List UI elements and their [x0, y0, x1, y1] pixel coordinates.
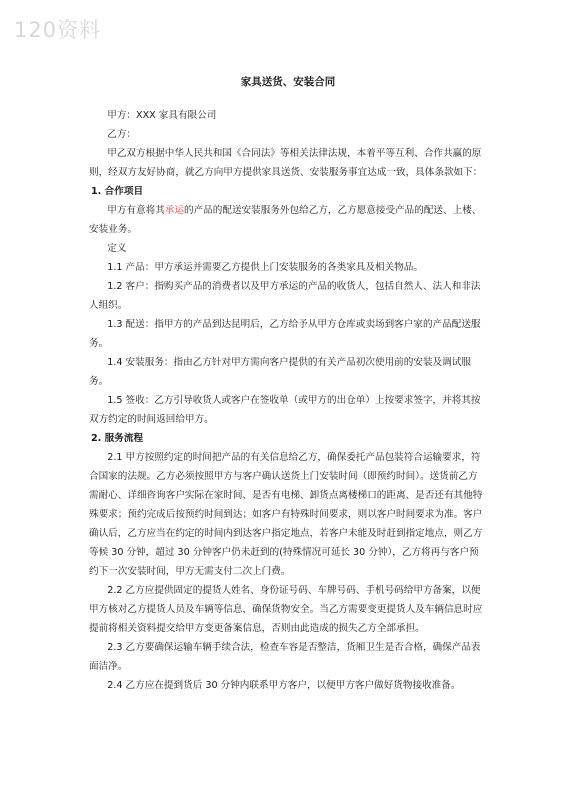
section-1-heading: 1. 合作项目	[91, 186, 144, 197]
section-1-text-post: 的产品的配送安装服务外包给乙方，乙方愿意接受产品的配送、上楼、安装业务。	[89, 205, 482, 235]
clause-2-1: 2.1 甲方按照约定的时间把产品的有关信息给乙方，确保委托产品包装符合运输要求，符合国家的法规。乙方必须按照甲方与客户确认送货上门安装时间（即预约时间）。送货前乙方需耐心、详细咨询客户实际在家时间、是否有电梯、卸货点离楼梯口的距离、是否还有其他特殊要求；预约完成后按预约时间到达；如客户有特殊时间要求，则以客户时间要求为准。客户确认后，乙方应当在约定的时间内到达客户指定地点，若客户未能及时赶到指定地点，则乙方等候 30 分钟，超过 30 分钟客户仍未赶到的(特殊情况可延长 30 分钟），乙方将再与客户预约下一次安装时间，甲方无需支付二次上门费。	[89, 452, 483, 577]
document-body	[89, 106, 487, 695]
definition-1-5: 1.5 签收：乙方引导收货人或客户在签收单（或甲方的出仓单）上按要求签字，并将其按双方约定的时间返回给甲方。	[89, 395, 481, 425]
clause-2-3: 2.3 乙方要确保运输车辆手续合法，检查车容是否整洁，货厢卫生是否合格，确保产品表面洁净。	[89, 642, 481, 672]
party-b-line: 乙方：	[107, 129, 137, 140]
section-2-heading: 2. 服务流程	[91, 433, 144, 444]
section-1-paragraph	[89, 201, 487, 239]
highlighted-term: 承运	[164, 205, 184, 216]
definition-1-3: 1.3 配送：指甲方的产品到达昆明后，乙方给予从甲方仓库或卖场到客户家的产品配送服务。	[89, 319, 481, 349]
clause-2-2: 2.2 乙方应提供固定的提货人姓名、身份证号码、车牌号码、手机号码给甲方备案，以便甲方核对乙方提货人员及车辆等信息，确保货物安全。当乙方需要变更提货人及车辆信息时应提前将相关资料提交给甲方变更备案信息，否则由此造成的损失乙方全部承担。	[89, 585, 483, 634]
definition-1-4: 1.4 安装服务：指由乙方针对甲方需向客户提供的有关产品初次使用前的安装及调试服务。	[89, 357, 471, 387]
party-a-line: 甲方：XXX 家具有限公司	[107, 110, 217, 121]
definition-1-2: 1.2 客户：指购买产品的消费者以及甲方承运的产品的收货人，包括自然人、法人和非法人组织。	[89, 281, 481, 311]
definition-1-1: 1.1 产品：甲方承运并需要乙方提供上门安装服务的各类家具及相关物品。	[107, 262, 423, 273]
section-1-text-pre: 甲方有意将其	[107, 205, 165, 216]
clause-2-4: 2.4 乙方应在提到货后 30 分钟内联系甲方客户，以便甲方客户做好货物接收准备。	[107, 680, 461, 691]
document-title: 家具送货、安装合同	[240, 76, 336, 88]
watermark-logo: 120资料	[14, 18, 102, 42]
definitions-label: 定义	[107, 243, 127, 254]
intro-paragraph: 甲乙双方根据中华人民共和国《合同法》等相关法律法规，本着平等互利、合作共赢的原则，经双方友好协商，就乙方向甲方提供家具送货、安装服务事宜达成一致，具体条款如下：	[89, 148, 483, 178]
